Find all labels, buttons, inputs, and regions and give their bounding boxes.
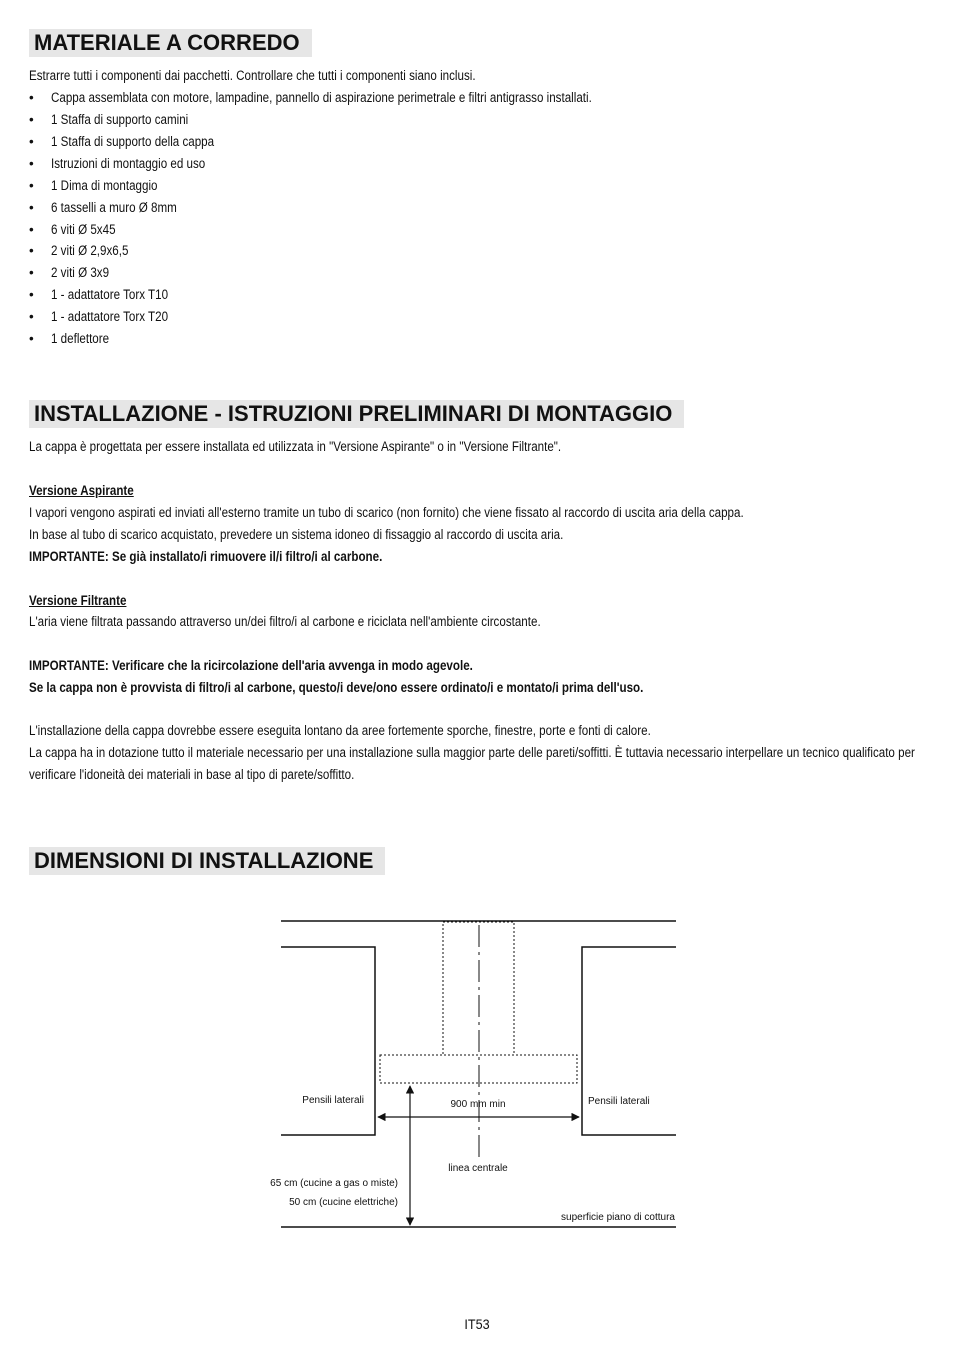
- aspirante-title: Versione Aspirante: [29, 483, 134, 498]
- bullet: •: [29, 90, 34, 105]
- section-title-materiale: MATERIALE A CORREDO: [29, 29, 312, 57]
- label-height-electric: 50 cm (cucine elettriche): [289, 1197, 398, 1208]
- bullet: •: [29, 331, 34, 346]
- list-item: 1 - adattatore Torx T10: [51, 287, 169, 302]
- label-pensili-left: Pensili laterali: [302, 1095, 364, 1106]
- list-item: 2 viti Ø 2,9x6,5: [51, 243, 129, 258]
- list-item: 1 deflettore: [51, 331, 110, 346]
- list-item: 6 viti Ø 5x45: [51, 222, 116, 237]
- bullet: •: [29, 134, 34, 149]
- page-number: IT53: [464, 1316, 490, 1332]
- bullet: •: [29, 243, 34, 258]
- list-item: 1 Staffa di supporto camini: [51, 112, 189, 127]
- list-item: 1 - adattatore Torx T20: [51, 309, 169, 324]
- label-surface: superficie piano di cottura: [561, 1212, 675, 1223]
- section-title-dimensioni: DIMENSIONI DI INSTALLAZIONE: [29, 847, 385, 875]
- bullet: •: [29, 222, 34, 237]
- bullet: •: [29, 178, 34, 193]
- note-materiale: La cappa ha in dotazione tutto il materiale necessario per una installazione sulla maggior parte delle pareti/soffitti. È tuttavia necessario interpellare un tecnico qualificato per verificare l'idoneità dei materiali in base al tipo di parete/soffitto.: [29, 745, 915, 782]
- section-title-installazione: INSTALLAZIONE - ISTRUZIONI PRELIMINARI DI MONTAGGIO: [29, 400, 684, 428]
- list-item: 6 tasselli a muro Ø 8mm: [51, 200, 177, 215]
- label-pensili-right: Pensili laterali: [588, 1096, 650, 1107]
- materiale-intro: Estrarre tutti i componenti dai pacchetti. Controllare che tutti i componenti siano inclusi.: [29, 68, 476, 83]
- list-item: 2 viti Ø 3x9: [51, 265, 110, 280]
- label-center-line: linea centrale: [448, 1163, 508, 1174]
- installazione-intro: La cappa è progettata per essere installata ed utilizzata in "Versione Aspirante" o in "Versione Filtrante".: [29, 439, 562, 454]
- label-height-gas: 65 cm (cucine a gas o miste): [270, 1178, 398, 1189]
- list-item: Cappa assemblata con motore, lampadine, pannello di aspirazione perimetrale e filtri antigrasso installati.: [51, 90, 592, 105]
- bullet: •: [29, 156, 34, 171]
- bullet: •: [29, 265, 34, 280]
- bullet: •: [29, 112, 34, 127]
- list-item: Istruzioni di montaggio ed uso: [51, 156, 206, 171]
- important-filtri: Se la cappa non è provvista di filtro/i al carbone, questo/i deve/ono essere ordinato/i e montato/i prima dell'uso.: [29, 680, 644, 695]
- bullet: •: [29, 287, 34, 302]
- list-item: 1 Dima di montaggio: [51, 178, 158, 193]
- label-width: 900 mm min: [450, 1099, 506, 1110]
- bullet: •: [29, 200, 34, 215]
- filtrante-line1: L'aria viene filtrata passando attraverso un/dei filtro/i al carbone e riciclata nell'ambiente circostante.: [29, 614, 541, 629]
- filtrante-title: Versione Filtrante: [29, 593, 127, 608]
- left-cabinet: [281, 947, 375, 1135]
- bullet: •: [29, 309, 34, 324]
- list-item: 1 Staffa di supporto della cappa: [51, 134, 215, 149]
- aspirante-line1: I vapori vengono aspirati ed inviati all'esterno tramite un tubo di scarico (non fornito) che viene fissato al raccordo di uscita aria della cappa.: [29, 505, 744, 520]
- important-ricircolazione: IMPORTANTE: Verificare che la ricircolazione dell'aria avvenga in modo agevole.: [29, 658, 473, 673]
- aspirante-line2: In base al tubo di scarico acquistato, prevedere un sistema idoneo di fissaggio al raccordo di uscita aria.: [29, 527, 564, 542]
- note-posizione: L'installazione della cappa dovrebbe essere eseguita lontano da aree fortemente sporche, finestre, porte e fonti di calore.: [29, 723, 651, 738]
- aspirante-important: IMPORTANTE: Se già installato/i rimuovere il/i filtro/i al carbone.: [29, 549, 383, 564]
